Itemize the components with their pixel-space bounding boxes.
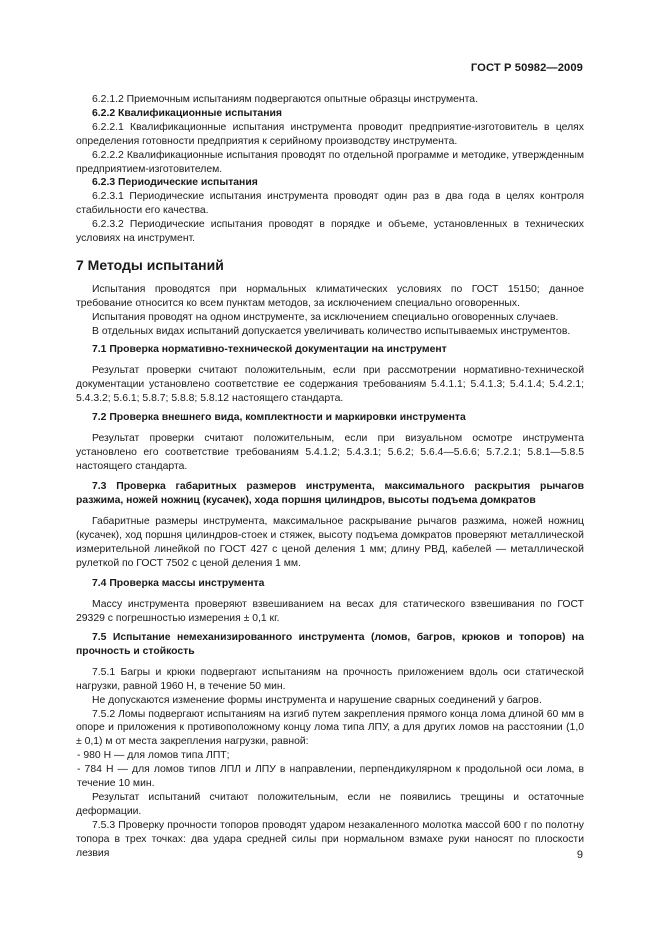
section-7-5-title: 7.5 Испытание немеханизированного инструмента (ломов, багров, крюков и топоров) на прочность и стойкость xyxy=(76,632,584,657)
paragraph-7-2-1: Результат проверки считают положительным, если при визуальном осмотре инструмента установлено его соответствие требованиям 5.4.1.2; 5.4.3.1; 5.6.2; 5.6.4—5.6.6; 5.7.2.1; 5.8.1—5.8.5 настоящего стандарта. xyxy=(76,432,584,472)
section-7-4-title: 7.4 Проверка массы инструмента xyxy=(92,578,265,589)
list-item-lpt: - 980 Н — для ломов типа ЛПТ; xyxy=(77,750,230,762)
section-7-2-block xyxy=(76,411,584,474)
heading-6-2-2: 6.2.2 Квалификационные испытания xyxy=(92,107,282,119)
paragraph-7-4-1: Массу инструмента проверяют взвешиванием на весах для статического взвешивания по ГОСТ 29329 с погрешностью измерения ± 0,1 кг. xyxy=(76,598,584,624)
paragraph-6-2-1-2: 6.2.1.2 Приемочным испытаниям подвергаются опытные образцы инструмента. xyxy=(92,94,478,105)
paragraph-6-2-2-1: 6.2.2.1 Квалификационные испытания инструмента проводит предприятие-изготовитель в целях определения готовности предприятия к серийному производству инструмента. xyxy=(76,121,584,147)
section-7-1-block xyxy=(76,343,584,406)
heading-6-2-3: 6.2.3 Периодические испытания xyxy=(92,177,258,189)
section-7-block xyxy=(76,256,584,339)
paragraph-7-5-2: 7.5.2 Ломы подвергают испытаниям на изгиб путем закрепления прямого конца лома длиной 60 мм в опоре и приложения к противоположному концу лома типа ЛПУ, а для других ломов на расстоянии (1,0 ± 0,1) м от места закрепления нагрузки, равной: xyxy=(76,708,584,748)
section-6-2-block xyxy=(76,93,584,246)
paragraph-7-5-2-result: Результат испытаний считают положительным, если не появились трещины и остаточные деформации. xyxy=(76,791,584,817)
page-number: 9 xyxy=(576,849,583,861)
section-7-1-title: 7.1 Проверка нормативно-технической документации на инструмент xyxy=(92,344,447,355)
section-7-title: 7 Методы испытаний xyxy=(76,257,224,273)
section-7-4-block xyxy=(76,577,584,626)
paragraph-7-3: В отдельных видах испытаний допускается увеличивать количество испытываемых инструментов. xyxy=(92,325,571,337)
section-7-3-title: 7.3 Проверка габаритных размеров инструмента, максимального раскрытия рычагов разжима, ножей ножниц (кусачек), хода поршня цилиндров, высоты подъема домкратов xyxy=(76,481,584,506)
paragraph-7-5-3: 7.5.3 Проверку прочности топоров проводят ударом незакаленного молотка массой 600 г по полотну топора в трех точках: два удара средней силы при нормальном взмахе руки наносят по плоскости лезвия xyxy=(76,819,584,859)
paragraph-6-2-3-2: 6.2.3.2 Периодические испытания проводят в порядке и объеме, установленных в технических условиях на инструмент. xyxy=(76,219,584,245)
paragraph-7-5-1: 7.5.1 Багры и крюки подвергают испытаниям на прочность приложением вдоль оси статической нагрузки, равной 1960 Н, в течение 50 мин. xyxy=(76,666,584,692)
paragraph-7-1-1: Результат проверки считают положительным, если при рассмотрении нормативно-технической документации установлено соответствие ее содержания требованиям 5.4.1.1; 5.4.1.3; 5.4.1.4; 5.4.2.1; 5.4.3.2; 5.6.1; 5.8.7; 5.8.8; 5.8.12 настоящего стандарта. xyxy=(76,364,584,404)
paragraph-7-2: Испытания проводят на одном инструменте, за исключением специально оговоренных случаев. xyxy=(92,311,559,323)
paragraph-6-2-3-1: 6.2.3.1 Периодические испытания инструмента проводят один раз в два года в целях контроля стабильности его качества. xyxy=(76,191,584,217)
section-7-5-block xyxy=(76,631,584,861)
list-item-lpl-lpu: - 784 Н — для ломов типов ЛПЛ и ЛПУ в направлении, перпендикулярном к продольной оси лома, в течение 10 мин. xyxy=(77,764,584,790)
section-7-3-block xyxy=(76,480,584,570)
paragraph-6-2-2-2: 6.2.2.2 Квалификационные испытания проводят по отдельной программе и методике, утвержденным предприятием-изготовителем. xyxy=(76,149,584,175)
paragraph-7-3-1: Габаритные размеры инструмента, максимальное раскрывание рычагов разжима, ножей ножниц (кусачек), ход поршня цилиндров-стоек и стяжек, высоту подъема домкратов проверяют металлической измерительной линейкой по ГОСТ 427 с ценой деления 1 мм; длину РВД, кабелей — металлической рулеткой по ГОСТ 7502 с ценой деления 1 мм. xyxy=(76,515,584,569)
section-7-2-title: 7.2 Проверка внешнего вида, комплектности и маркировки инструмента xyxy=(92,412,466,423)
paragraph-7-5-1-note: Не допускаются изменение формы инструмента и нарушение сварных соединений у багров. xyxy=(92,694,542,706)
document-header: ГОСТ Р 50982—2009 xyxy=(470,62,583,74)
paragraph-7-1: Испытания проводятся при нормальных климатических условиях по ГОСТ 15150; данное требование относится ко всем пунктам методов, за исключением специально оговоренных. xyxy=(76,284,584,309)
